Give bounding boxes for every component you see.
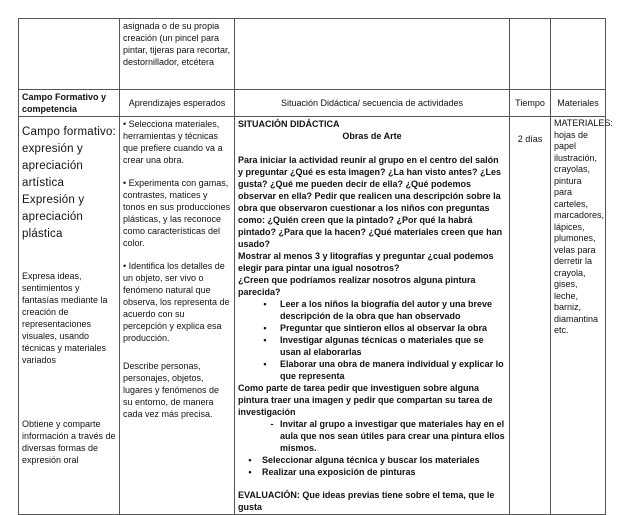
continuation-situacion-cell — [235, 19, 510, 90]
activity-dash-item: - Invitar al grupo a investigar que materiales hay en el aula que nos sean útiles para crear una pintura ellos mismos. — [238, 418, 506, 454]
aprendizaje-item: • Experimenta con gamas, contrastes, matices y tonos en sus producciones plásticas, y las reconoce como características del color. — [123, 178, 231, 248]
situacion-show: Mostrar al menos 3 y litografías y preguntar ¿cual podemos elegir para pintar una igual nosotros? — [238, 251, 494, 273]
activity-bullet: • Investigar algunas técnicas o materiales que se usan al elaborarlas — [238, 334, 506, 358]
activity-bullet: • Realizar una exposición de pinturas — [238, 466, 506, 478]
bullet-icon: • — [248, 455, 252, 465]
header-aprendizajes: Aprendizajes esperados — [120, 90, 235, 117]
continuation-tiempo-cell — [510, 19, 551, 90]
continuation-aprendizaje-cell — [120, 19, 235, 90]
materiales-text: MATERIALES: hojas de papel ilustración, crayolas, pintura para carteles, marcadores, lápices, plumones, velas para derretir la crayola, gises, leche, barniz, diamantina etc. — [554, 118, 613, 335]
header-situacion: Situación Didáctica/ secuencia de actividades — [235, 90, 510, 117]
situacion-evaluacion: EVALUACIÓN: Que ideas previas tiene sobre el tema, que le gusta — [238, 490, 495, 512]
continuation-materiales-cell — [551, 19, 606, 90]
content-row — [19, 117, 606, 515]
continuation-campo-cell — [19, 19, 120, 90]
planning-table — [18, 18, 613, 515]
campo-competencia-2: Obtiene y comparte información a través de diversas formas de expresión oral — [22, 419, 116, 465]
activity-bullet: • Preguntar que sintieron ellos al observar la obra — [238, 322, 506, 334]
campo-title: Campo formativo: expresión y apreciación artística Expresión y apreciación plástica — [22, 126, 116, 240]
bullet-icon: • — [263, 299, 267, 309]
aprendizaje-item: Describe personas, personajes, objetos, lugares y fenómenos de su entorno, de manera cada vez más precisa. — [123, 361, 220, 419]
aprendizajes-cell — [120, 117, 235, 515]
situacion-question: ¿Creen que podríamos realizar nosotros alguna pintura parecida? — [238, 275, 476, 297]
aprendizaje-item: • Identifica los detalles de un objeto, ser vivo o fenómeno natural que observa, los representa de acuerdo con su percepción y explica esa producción. — [123, 261, 230, 343]
header-materiales: Materiales — [551, 90, 606, 117]
activity-bullet: • Seleccionar alguna técnica y buscar los materiales — [238, 454, 506, 466]
bullet-icon: • — [263, 335, 267, 345]
header-campo: Campo Formativo y competencia — [19, 90, 120, 117]
tiempo-value: 2 días — [517, 134, 543, 144]
situacion-subtitle: Obras de Arte — [342, 131, 402, 141]
bullet-icon: • — [263, 323, 267, 333]
header-row — [19, 90, 606, 117]
campo-cell — [19, 117, 120, 515]
activity-bullet: • Elaborar una obra de manera individual y explicar lo que representa — [238, 358, 506, 382]
tiempo-cell — [510, 117, 551, 515]
bullet-icon: • — [263, 359, 267, 369]
dash-icon: - — [270, 419, 274, 429]
situacion-cell — [235, 117, 510, 515]
situacion-intro: Para iniciar la actividad reunir al grupo en el centro del salón y preguntar ¿Qué es esta imagen? ¿La han visto antes? ¿Les gusta? ¿Qué me pueden decir de ella? ¿Qué podemos observar en ella? Pedir que realicen una descripción sobre la obra que observaron cuestionar a los niños con preguntas como: ¿Quién creen que la pintado? ¿Por qué la habrá pintado? ¿Para que la hacen? ¿Qué materiales creen que han usado? — [238, 155, 503, 249]
materiales-cell — [551, 117, 613, 515]
continuation-aprendizaje-text: asignada o de su propia creación (un pincel para pintar, tijeras para recortar, destornillador, etcétera — [123, 21, 231, 67]
activity-bullet: • Leer a los niños la biografía del autor y una breve descripción de la obra que han observado — [238, 298, 506, 322]
aprendizaje-item: • Selecciona materiales, herramientas y técnicas que prefiere cuando va a crear una obra. — [123, 119, 223, 165]
situacion-title: SITUACIÓN DIDÁCTICA — [238, 119, 340, 129]
bullet-icon: • — [248, 467, 252, 477]
situacion-tarea: Como parte de tarea pedir que investiguen sobre alguna pintura traer una imagen y pedir que compartan su tarea de investigación — [238, 383, 493, 417]
campo-competencia-1: Expresa ideas, sentimientos y fantasías mediante la creación de representaciones visuales, usando técnicas y materiales variados — [22, 271, 108, 365]
continuation-row — [19, 19, 606, 90]
header-tiempo: Tiempo — [510, 90, 551, 117]
